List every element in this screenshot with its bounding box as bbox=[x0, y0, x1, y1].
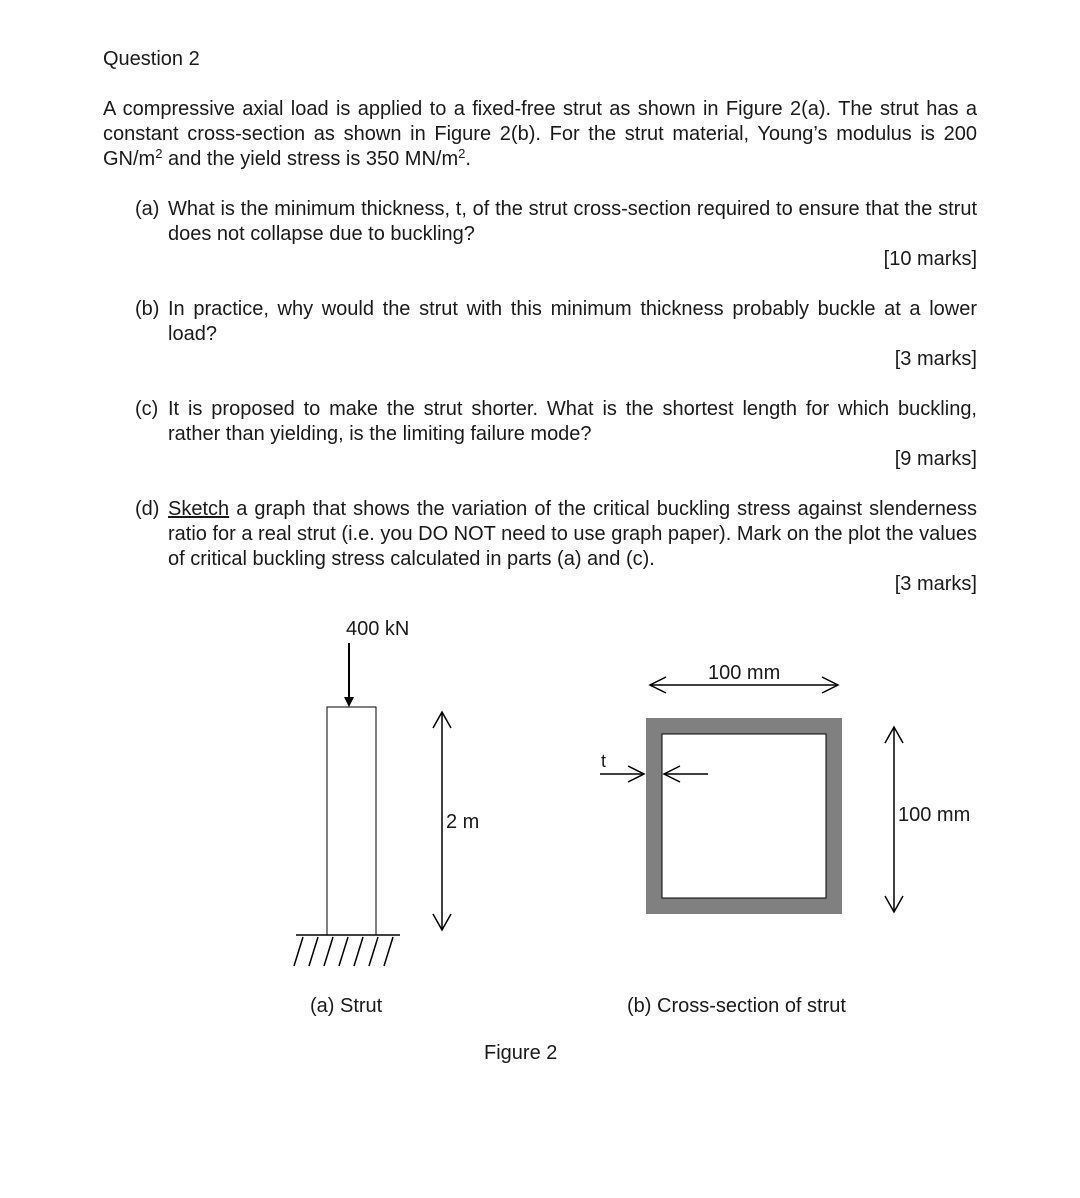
intro-text-2: and the yield stress is 350 MN/m bbox=[162, 148, 459, 170]
part-b bbox=[135, 297, 977, 372]
figure-caption: Figure 2 bbox=[484, 1042, 558, 1064]
part-c-marks: [9 marks] bbox=[894, 448, 977, 470]
part-a bbox=[135, 197, 977, 272]
thickness-label: t bbox=[601, 751, 607, 771]
part-d bbox=[135, 497, 977, 597]
intro-text-1: A compressive axial load is applied to a fixed-free strut as shown in Figure 2(a). The strut has a constant cross-section as shown in Figure 2(b). For the strut material, Young’s modulus is 200 GN/m bbox=[103, 98, 977, 170]
question-title: Question 2 bbox=[103, 48, 200, 70]
length-label: 2 m bbox=[446, 811, 480, 833]
part-d-label: (d) bbox=[135, 498, 160, 520]
part-b-label: (b) bbox=[135, 298, 160, 320]
part-a-marks: [10 marks] bbox=[883, 248, 977, 270]
part-c-text: It is proposed to make the strut shorter. What is the shortest length for which buckling, rather than yielding, is the limiting failure mode? bbox=[168, 398, 977, 445]
fixed-support-hatching bbox=[294, 935, 400, 966]
part-d-underlined-word: Sketch bbox=[168, 498, 230, 520]
width-dimension-arrow bbox=[650, 677, 838, 693]
part-c bbox=[135, 397, 977, 472]
part-b-text: In practice, why would the strut with this minimum thickness probably buckle at a lower load? bbox=[168, 298, 977, 345]
thickness-arrow-outer bbox=[600, 766, 644, 782]
hollow-section-interior bbox=[662, 734, 826, 898]
load-label: 400 kN bbox=[346, 618, 410, 640]
part-d-marks: [3 marks] bbox=[894, 573, 977, 595]
strut-caption: (a) Strut bbox=[310, 995, 383, 1017]
load-arrow bbox=[344, 643, 354, 707]
intro-text-3: . bbox=[465, 148, 471, 170]
part-a-label: (a) bbox=[135, 198, 160, 220]
intro-superscript-2: 2 bbox=[458, 146, 466, 161]
part-b-marks: [3 marks] bbox=[894, 348, 977, 370]
question-intro bbox=[103, 97, 977, 172]
hollow-section-wall bbox=[646, 718, 842, 914]
intro-superscript-1: 2 bbox=[155, 146, 163, 161]
strut-diagram bbox=[294, 618, 479, 1017]
part-a-text: What is the minimum thickness, t, of the strut cross-section required to ensure that the strut does not collapse due to buckling? bbox=[168, 198, 977, 245]
thickness-arrow-inner bbox=[664, 766, 708, 782]
section-caption: (b) Cross-section of strut bbox=[627, 995, 846, 1017]
height-label: 100 mm bbox=[898, 804, 971, 826]
part-c-label: (c) bbox=[135, 398, 159, 420]
height-dimension-arrow bbox=[885, 727, 903, 912]
length-dimension-arrow bbox=[433, 712, 451, 930]
width-label: 100 mm bbox=[708, 662, 781, 684]
strut-body bbox=[327, 707, 376, 935]
part-d-text bbox=[168, 497, 977, 572]
part-d-body: a graph that shows the variation of the critical buckling stress against slenderness ratio for a real strut (i.e. you DO NOT need to use graph paper). Mark on the plot the values of critical buckling stress calculated in parts (a) and (c). bbox=[168, 498, 977, 570]
cross-section-diagram bbox=[600, 662, 970, 1017]
